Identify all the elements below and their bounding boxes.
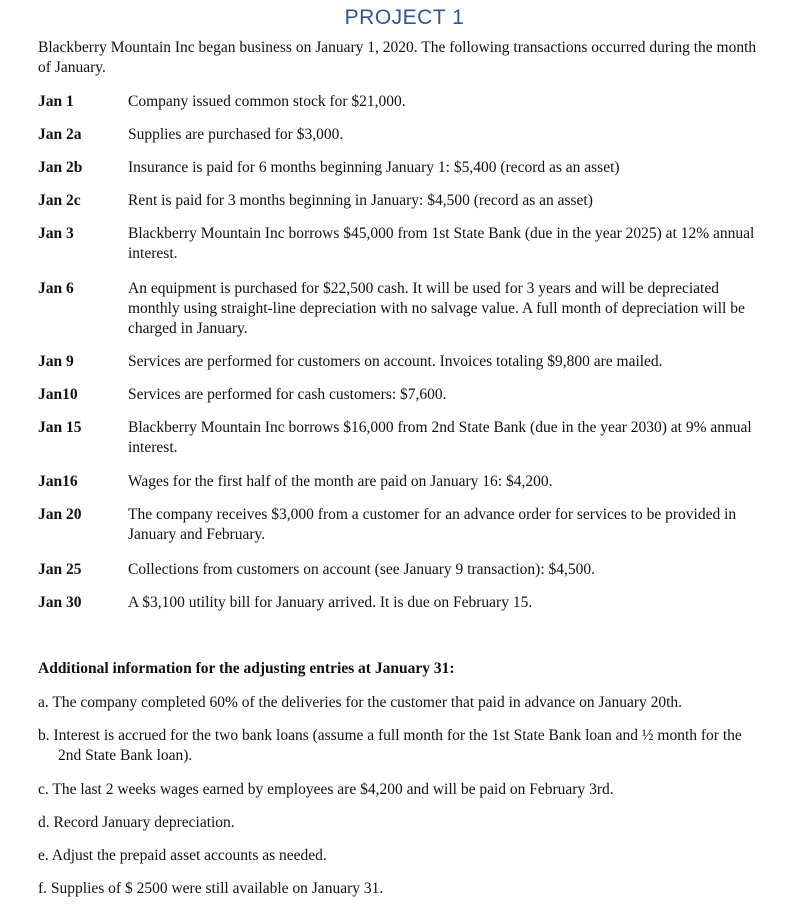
transaction-text: The company receives $3,000 from a customer for an advance order for services to be provided in January and February.: [128, 506, 737, 543]
adjustment-item: [38, 780, 768, 800]
transaction-text: Insurance is paid for 6 months beginning January 1: $5,400 (record as an asset): [128, 159, 620, 176]
transaction-text: Supplies are purchased for $3,000.: [128, 126, 344, 143]
transaction-date: Jan10: [38, 386, 78, 403]
adjustment-item: [38, 879, 768, 899]
adjustment-text: c. The last 2 weeks wages earned by employees are $4,200 and will be paid on February 3rd.: [38, 781, 614, 798]
transaction-date: Jan 2b: [38, 159, 83, 176]
adjustment-item: [38, 726, 768, 766]
adjustments-heading: Additional information for the adjusting entries at January 31:: [38, 660, 455, 677]
transaction-date: Jan 3: [38, 225, 74, 242]
transaction-text: Blackberry Mountain Inc borrows $45,000 from 1st State Bank (due in the year 2025) at 12% annual interest.: [128, 225, 755, 262]
adjustment-text: a. The company completed 60% of the deliveries for the customer that paid in advance on January 20th.: [38, 694, 683, 711]
transaction-date: Jan16: [38, 473, 78, 490]
adjustment-text: d. Record January depreciation.: [38, 814, 235, 831]
adjustment-text: f. Supplies of $ 2500 were still available on January 31.: [38, 880, 384, 897]
transaction-date: Jan 9: [38, 353, 74, 370]
transaction-text: Services are performed for cash customers: $7,600.: [128, 386, 447, 403]
transaction-text: Collections from customers on account (see January 9 transaction): $4,500.: [128, 561, 596, 578]
adjustment-text: b. Interest is accrued for the two bank loans (assume a full month for the 1st State Bank loan and ½ month for the 2nd State Bank loan).: [38, 727, 742, 764]
transaction-text: Wages for the first half of the month are paid on January 16: $4,200.: [128, 473, 553, 490]
transaction-text: Blackberry Mountain Inc borrows $16,000 from 2nd State Bank (due in the year 2030) at 9% annual interest.: [128, 419, 752, 456]
transaction-text: Company issued common stock for $21,000.: [128, 93, 406, 110]
transaction-text: An equipment is purchased for $22,500 cash. It will be used for 3 years and will be depreciated monthly using straight-line depreciation with no salvage value. A full month of depreciation will be charged in January.: [128, 280, 745, 337]
adjustment-item: [38, 813, 768, 833]
adjustment-text: e. Adjust the prepaid asset accounts as needed.: [38, 847, 327, 864]
transaction-date: Jan 20: [38, 506, 82, 523]
transaction-text: Services are performed for customers on account. Invoices totaling $9,800 are mailed.: [128, 353, 663, 370]
adjustment-item: [38, 846, 768, 866]
transaction-date: Jan 2c: [38, 192, 81, 209]
page-title: PROJECT 1: [344, 6, 465, 29]
transaction-date: Jan 15: [38, 419, 82, 436]
adjustment-item: [38, 693, 768, 713]
transaction-text: Rent is paid for 3 months beginning in January: $4,500 (record as an asset): [128, 192, 593, 209]
intro-paragraph: Blackberry Mountain Inc began business on January 1, 2020. The following transactions occurred during the month of January.: [38, 39, 757, 76]
transaction-date: Jan 1: [38, 93, 74, 110]
transaction-date: Jan 30: [38, 594, 82, 611]
transaction-text: A $3,100 utility bill for January arrived. It is due on February 15.: [128, 594, 533, 611]
transaction-date: Jan 25: [38, 561, 82, 578]
transaction-date: Jan 6: [38, 280, 74, 297]
transaction-date: Jan 2a: [38, 126, 82, 143]
